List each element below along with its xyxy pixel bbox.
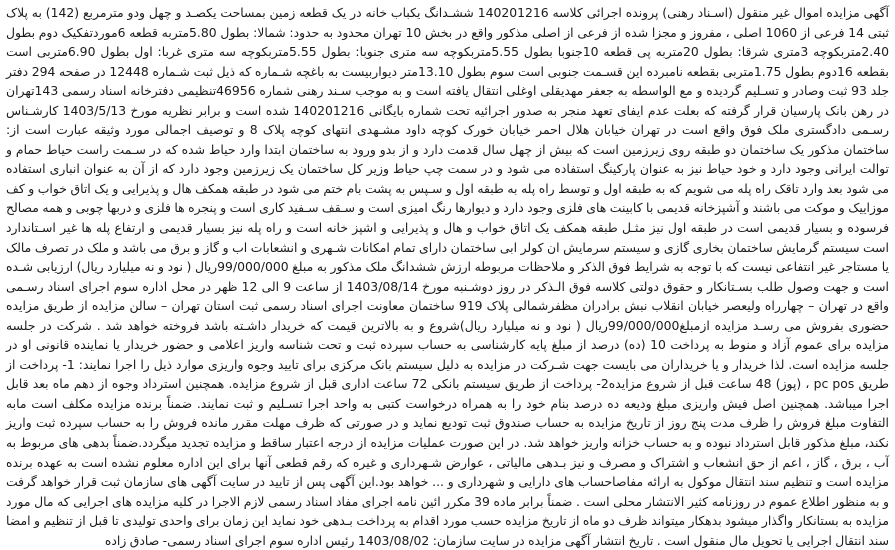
auction-notice-body: آگهی مزایده اموال غیر منقول (اسـناد رهنی) پرونده اجرائی کلاسه 140201216 ششـدانگ یکباب خانه در یک قطعه زمین بمساحت یکصـد و چهل ودو مترمربع (142) به پلاک ثبتی 14 فرعی از 1060 اصلی ، مفروز و مجزا شده از فرعی از اصلی مذکور واقع در بخش 10 تهران محدود به حدود: شمالا: بطول 5.80متربه قطعه 6موردتفکیک دوم بطول 2.40متربکوچه 3متری شرقا: بطول 20متربه پی قطعه 10جنوبا بطول 5.55متربکوچه سه متری جنوبا: بطول 5.55متربکوچه سه متری غربا: اول بطول 6.90متربی است بقطعه 16دوم بطول 1.75متربی بقطعه نامبرده این قسـمت جنوبی است سوم بطول 13.10متر دیواربیست به باغچه شـماره که ذیل ثبت شـماره 12448 در صفحه 294 دفتر جلد 93 ثبت وصادر و تسـلیم گردیده و مع الواسطه به جعفر مهدیقلی اوغلی انتقال یافته است و به موجب سـند رهنی شماره 46956تنظیمی دفترخانه اسناد رسمی 143تهران در رهن بانک پارسیان قرار گرفته که بعلت عدم ایفای تعهد منجر به صدور اجرائیه تحت شماره بایگانی 140201216 شده است و برابر نظریه مورخ 1403/5/13 کارشـناس رسـمی دادگستری ملک فوق واقع است در تهران خیابان هلال احمر خیابان خورک کوچه داود مشـهدی انتهای کوچه پلاک 8 و توصیف اجمالی مورد وثیقه عبارت است از: ساختمان مذکور یک ساختمان دو طبقه روی زیرزمین است که بیش از چهل سال قدمت دارد و از بدو ورود به ساختمان ابتدا وارد حیاط شده که در سـمت راست حیاط حمام و توالت ایرانی وجود دارد و خود حیاط نیز به عنوان پارکینگ استفاده می شود و در سمت چپ حیاط وزیر کل ساختمان یک زیرزمین وجود دارد که از آن به عنوان انباری استفاده می شود بعد وارد تاقک راه پله می شویم که به طبقه اول و توسط راه پله به طبقه اول و سـپس به پشت بام ختم می شود در طبقه همکف هال و پذیرایی و یک اتاق خواب و کف موزاییک و موکت می باشند و آشپزخانه قدیمی با کابینت های فلزی وجود دارد و دیوارها رنگ امیزی است و سـقف سـفید کاری است و پنجره ها فلزی و دربها چوبی و همه مصالح فرسوده و بسیار قدیمی است در طبقه اول نیز مثـل طبقه همکف یک اتاق خواب و هال و پذیرایی و اشپز خانه است و راه پله نیز بسیار قدیمی و ارتفاع پله ها غیر اسـتاندارد است سیستم گرمایش ساختمان بخاری گازی و سیستم سرمایش ان کولر ابی ساختمان دارای تمام امکانات شـهری و انشعابات اب و گاز و برق می باشد و ملک در تصرف مالک یا مستاجر غیر انتفاعی نیست که با توجه به شرایط فوق الذکر و ملاحظات مربوطه ارزش ششدانگ ملک مذکور به مبلغ 99/000/000ریال ( نود و نه میلیارد ریال) ارزیابی شـده است و جهت وصول طلب بسـتانکار و حقوق دولتی کلاسه فوق الـذکر در روز دوشـنبه مورخ 1403/08/14 از ساعت 9 الی 12 ظهر در محل اداره سوم اجرای اسناد رسـمی واقع در تهران – چهارراه ولیعصر خیابان انقلاب نبش برادران مظفرشمالی پلاک 919 ساختمان معاونت اجرای اسناد رسمی ثبت استان تهران – سالن مزایده از طریق مزایده حضوری بفروش می رسـد مزایده ازمبلغ99/000/000ریال ( نود و نه میلیارد ریال)شروع و به بالاترین قیمت که خریدار داشـته باشد فروخته خواهد شد . شرکت در جلسه مزایده برای عموم آزاد و منوط به پرداخت 10 (ده) درصد از مبلغ پایه کارشناسی به حساب سپرده ثبت و تحت شناسه واریز اعلامی و حضور خریدار یا نماینده قانونی او در جلسه مزایده است. لذا خریدار و یا خریداران می بایست جهت شـرکت در مزایده به دلیل سیستم بانک مرکزی برای تایید وجوه واریزی موارد ذیل را اجرا نمایند: 1- پرداخت از طریق pc pos ، (پوز) 48 ساعت قبل از شروع مزایده2- پرداخت از طریق سیستم بانکی 72 ساعت اداری قبل از شروع مزایده. همچنین استرداد وجوه از دهم ماه بعد قابل اجرا میباشد. همچنین اصل فیش واریزی مبلغ ودیعه ده درصد بنام خود را به همراه درخواست کتبی به واحد اجرا تسـلیم و ثبت نمایند. ضمناً برنده مزایده مکلف است مابه التفاوت مبلغ فروش را ظرف مدت پنج روز از تاریخ مزایده به حساب صندوق ثبت تودیع نماید و در صورتی که ظرف مهلت مقرر مانده فروش را به حساب سپرده ثبت واریز نکند، مبلغ مذکور قابل استرداد نبوده و به حساب خزانه واریز خواهد شد. در این صورت عملیات مزایده از درجه اعتبار ساقط و مزایده تجدید میگردد.ضمناً بدهی های مربوط به آب ، برق ، گاز ، اعم از حق انشعاب و اشتراک و مصرف و نیز بـدهی مالیاتی ، عوارض شـهرداری و غیره که رقم قطعی آنها برای این اداره معلوم نشده است به عهده برنده مزایده است و تنظیم سند انتقال موکول به ارائه مفاصاحساب های دارایی و شهرداری و ... خواهد بود.این آگهی پس از تایید در سایت آگهی های سازمان ثبت قرار خواهد گرفت و به منظور اطلاع عموم در روزنامه کثیر الانتشار محلی است . ضمناً برابر ماده 39 مکرر ائین نامه اجرای مفاد اسناد رسمی لازم الاجرا در کلیه مزایده های اجرایی که مال مورد مزایده به بستانکار واگذار میشود بدهکار میتواند ظرف دو ماه از تاریخ مزایده حسب مورد اقدام به پرداخت بـدهی خود نماید این زمان برای واحدی تولیدی تا قبل از تنظیم و امضا سند انتقال اجرایی یا تحویل مال منقول است . تاریخ انتشار آگهی مزایده در سایت سازمان: 1403/08/02 رئیس اداره سوم اجرای اسناد رسمی- صادق زاده (6, 5, 890, 548)
